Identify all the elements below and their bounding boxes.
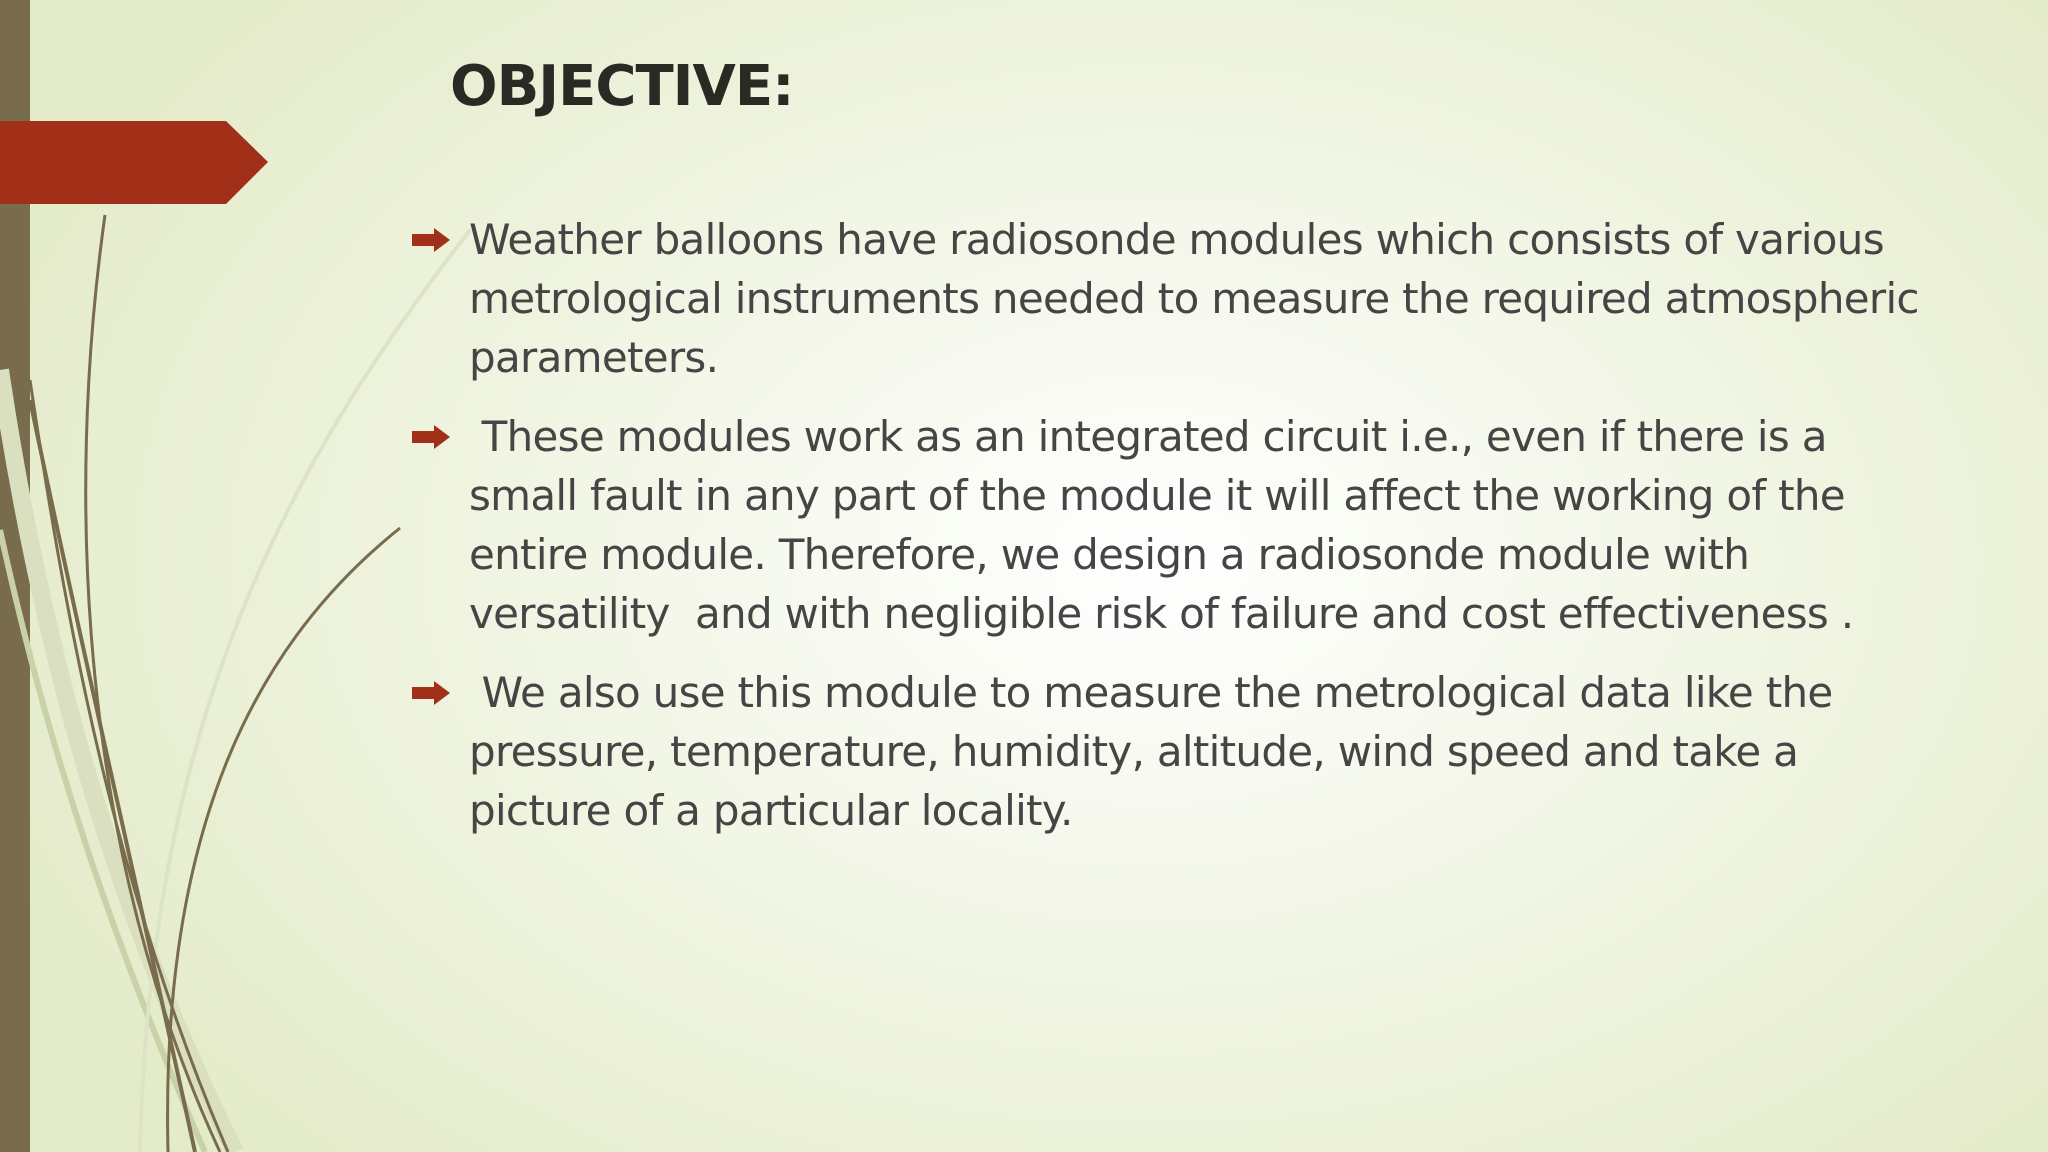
- arrow-bullet-icon: [412, 425, 452, 449]
- arrow-bullet-icon: [412, 681, 452, 705]
- bullet-item: [412, 210, 1932, 387]
- bullet-list: [412, 210, 1932, 860]
- bullet-item: [412, 407, 1932, 643]
- bullet-text: Weather balloons have radiosonde modules which consists of various metrological instruments needed to measure the required atmospheric parameters.: [469, 215, 1919, 382]
- bullet-text: We also use this module to measure the metrological data like the pressure, temperature, humidity, altitude, wind speed and take a picture of a particular locality.: [469, 668, 1846, 835]
- arrow-bullet-icon: [412, 228, 452, 252]
- slide-title: OBJECTIVE:: [450, 54, 794, 119]
- bullet-item: [412, 663, 1932, 840]
- bullet-text: These modules work as an integrated circuit i.e., even if there is a small fault in any part of the module it will affect the working of the entire module. Therefore, we design a radiosonde module with versatility and with negligible risk of failure and cost effectiveness .: [469, 412, 1858, 638]
